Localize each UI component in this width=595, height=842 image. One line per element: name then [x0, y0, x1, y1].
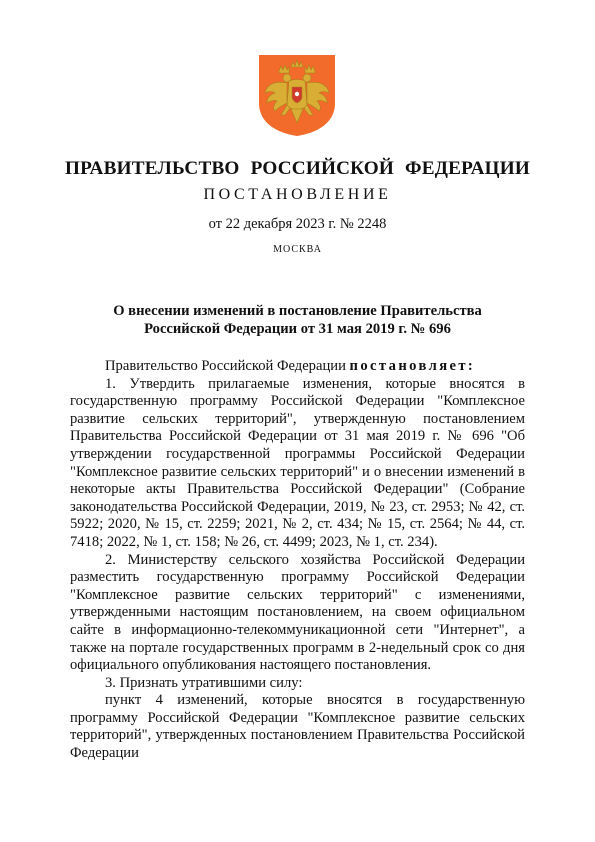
document-heading	[60, 303, 535, 338]
document-city: МОСКВА	[273, 244, 322, 255]
coat-of-arms-icon	[257, 53, 337, 137]
paragraph-item-1: 1. Утвердить прилагаемые изменения, которые вносятся в государственную программу Российской Федерации "Комплексное развитие сельских территорий", утвержденную постановлением Правительства Российской Федерации от 31 мая 2019 г. № 696 "Об утверждении государственной программы Российской Федерации "Комплексное развитие сельских территорий" и о внесении изменений в некоторые акты Правительства Российской Федерации" (Собрание законодательства Российской Федерации, 2019, № 23, ст. 2953; № 42, ст. 5922; 2020, № 15, ст. 2259; 2021, № 2, ст. 434; № 15, ст. 2564; № 44, ст. 7418; 2022, № 1, ст. 158; № 26, ст. 4499; 2023, № 1, ст. 234).	[70, 375, 525, 550]
document-title: ПРАВИТЕЛЬСТВО РОССИЙСКОЙ ФЕДЕРАЦИИ	[64, 158, 531, 179]
heading-line-1: О внесении изменений в постановление Правительства	[113, 303, 482, 319]
intro-paragraph: Правительство Российской Федерации постановляет:	[105, 358, 476, 374]
document-body	[70, 358, 525, 763]
paragraph-item-3: 3. Признать утратившими силу:	[105, 674, 303, 691]
heading-line-2: Российской Федерации от 31 мая 2019 г. № 696	[144, 320, 451, 337]
document-type: ПОСТАНОВЛЕНИЕ	[203, 186, 392, 203]
intro-verb: постановляет:	[349, 358, 476, 374]
paragraph-item-3-sub-1: пункт 4 изменений, которые вносятся в государственную программу Российской Федерации "Комплексное развитие сельских территорий", утвержденных постановлением Правительства Российской Федерации	[70, 692, 525, 762]
paragraph-item-2: 2. Министерству сельского хозяйства Российской Федерации разместить государственную программу Российской Федерации "Комплексное развитие сельских территорий" с изменениями, утвержденными настоящим постановлением, на своем официальном сайте в информационно-телекоммуникационной сети "Интернет", а также на портале государственных программ в 2-недельный срок со дня официального опубликования настоящего постановления.	[70, 551, 525, 674]
document-date-number: от 22 декабря 2023 г. № 2248	[208, 216, 387, 232]
